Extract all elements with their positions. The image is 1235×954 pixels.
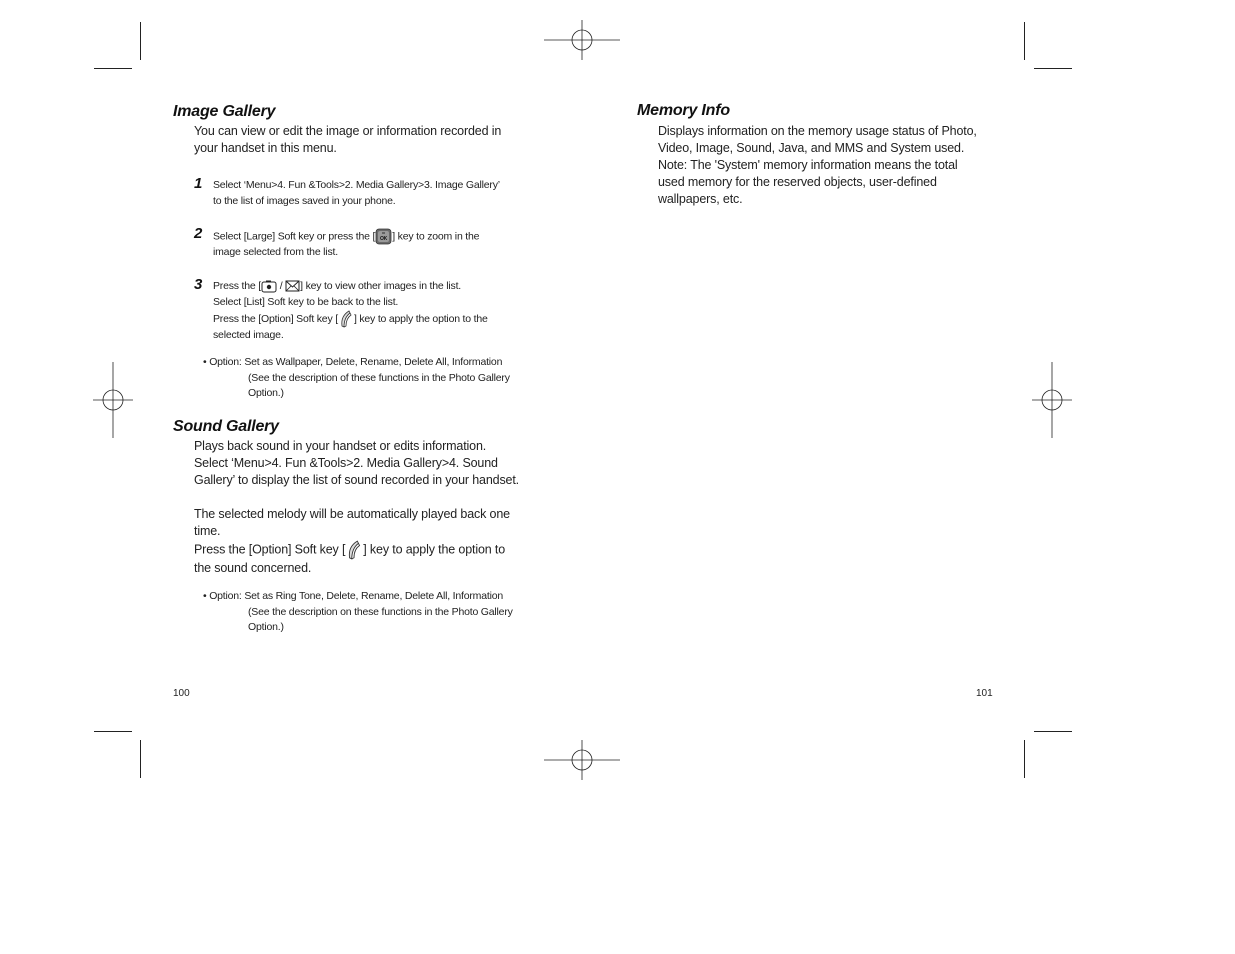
step-number: 2 [194,225,203,242]
step-text: Press the [ / ] key to view other images in the list. Select [List] Soft key to be back to the list. Press the [Option] Soft key [ ] key to apply the option to the selected image. [213,280,488,341]
page-number: 101 [976,688,993,699]
image-gallery-intro: You can view or edit the image or information recorded in your handset in this menu. [194,124,502,155]
page-number: 100 [173,688,190,699]
soft-key-icon [338,310,354,328]
svg-text:OK: OK [380,236,388,242]
crop-mark [94,68,132,69]
option-note: • Option: Set as Wallpaper, Delete, Rename, Delete All, Information (See the description of these functions in the Photo Gallery Option.) [203,356,510,399]
crop-mark [1024,22,1025,60]
step-number: 1 [194,175,203,192]
envelope-key-icon [285,280,300,292]
crop-mark [140,22,141,60]
sound-gallery-body: Plays back sound in your handset or edits information. Select ‘Menu>4. Fun &Tools>2. Media Gallery>4. Sound Gallery’ to display the list of sound recorded in your handset. The selected melody will be automatically played back one time. Press the [Option] Soft key [ ] key to apply the option to the sound concerned. [194,439,519,575]
camera-key-icon [261,280,277,293]
step-text: Select ‘Menu>4. Fun &Tools>2. Media Gallery>3. Image Gallery’ to the list of images saved in your phone. [213,179,500,207]
crop-mark [1034,68,1072,69]
crop-mark [1034,731,1072,732]
image-gallery-title: Image Gallery [173,103,276,120]
option-note: • Option: Set as Ring Tone, Delete, Rename, Delete All, Information (See the description on these functions in the Photo Gallery Option.) [203,590,513,633]
registration-mark-icon [1014,362,1090,438]
registration-mark-icon [544,722,620,798]
step-number: 3 [194,276,203,293]
soft-key-icon [345,540,363,560]
crop-mark [1024,740,1025,778]
crop-mark [140,740,141,778]
memory-info-title: Memory Info [637,102,730,119]
ok-key-icon [375,228,392,245]
step-text: Select [Large] Soft key or press the [ OK ] key to zoom in the image selected from the list. [213,228,533,261]
registration-mark-icon [544,2,620,78]
registration-mark-icon [75,362,151,438]
sound-gallery-title: Sound Gallery [173,418,279,435]
memory-info-body: Displays information on the memory usage status of Photo, Video, Image, Sound, Java, and MMS and System used. Note: The 'System' memory information means the total used memory for the reserved objects, user-defined wallpapers, etc. [658,124,977,206]
crop-mark [94,731,132,732]
